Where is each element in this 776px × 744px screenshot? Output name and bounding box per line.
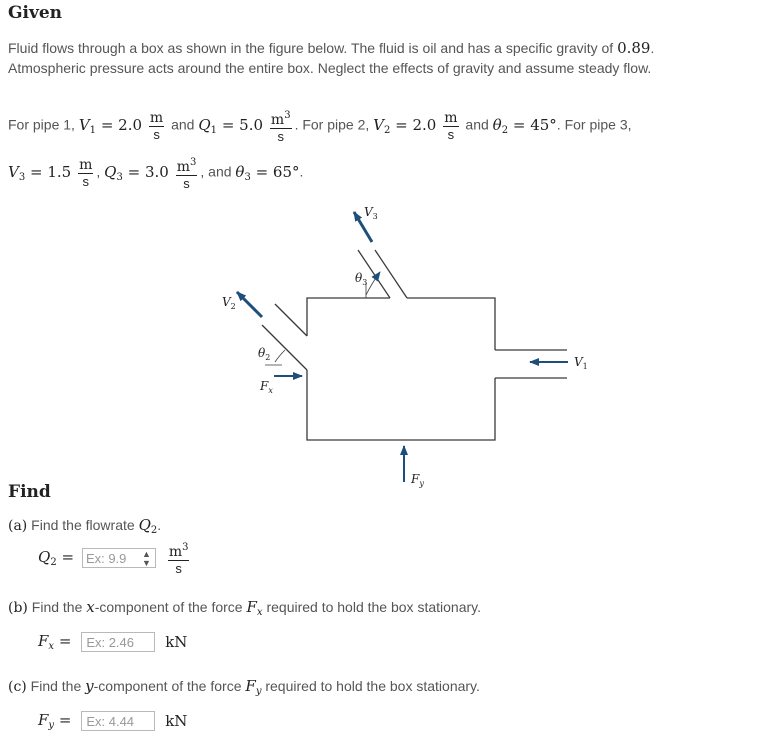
unit-top: m — [168, 544, 183, 560]
question-b-label: (b) — [8, 600, 28, 616]
spinner-arrows-icon[interactable]: ▲ ▼ — [142, 549, 151, 568]
question-c-text: required to hold the box stationary. — [265, 678, 480, 694]
pipe3-wall-right — [375, 250, 407, 298]
v2-label: $V_2$ — [222, 295, 236, 311]
and-text: and — [465, 116, 489, 133]
q2-symbol: Q — [138, 516, 151, 534]
question-c-text: Find the — [30, 678, 82, 694]
box-outline — [307, 298, 495, 440]
q3-value: = 3.0 — [127, 162, 169, 181]
fx-subscript: x — [256, 607, 263, 618]
fx-label: $F_x$ — [260, 379, 273, 395]
v1-symbol: V — [78, 115, 90, 134]
answer-a-row — [38, 540, 192, 576]
fy-label: $F_y$ — [411, 472, 424, 488]
unit-exponent: 3 — [190, 157, 197, 168]
answer-c-lhs: F — [38, 711, 49, 729]
v3-label: $V_3$ — [364, 205, 378, 221]
answer-b-lhs-subscript: x — [48, 641, 55, 652]
q1-value: = 5.0 — [221, 115, 264, 134]
q2-unit — [168, 540, 190, 576]
v2-subscript: 2 — [384, 124, 391, 136]
unit-bottom: s — [443, 126, 458, 142]
theta2-symbol: θ — [492, 115, 502, 134]
problem-statement: Fluid flows through a box as shown in the figure below. The fluid is oil and has a specific gravity of 0.89. Atmospheric pressure acts around the entire box. Neglect the effects of gravity and assume steady flow. — [8, 38, 773, 78]
theta3-subscript: 3 — [244, 171, 251, 183]
unit-bottom: s — [168, 560, 190, 576]
unit-top: m — [176, 159, 190, 175]
v1-label: $V_1$ — [574, 355, 588, 371]
unit-exponent: 3 — [284, 110, 291, 121]
q3-subscript: 3 — [116, 171, 123, 183]
unit-exponent: 3 — [182, 542, 189, 553]
fx-symbol: F — [246, 598, 257, 616]
v2-value: = 2.0 — [395, 115, 437, 134]
question-c-label: (c) — [8, 679, 27, 695]
statement-line1: Fluid flows through a box as shown in the figure below. The fluid is oil and has a specific gravity of — [8, 40, 614, 56]
question-b-text: -component of the force — [94, 599, 243, 615]
fy-unit: kN — [165, 712, 188, 730]
answer-c-row — [38, 711, 187, 731]
pipe2-prefix: . For pipe 2, — [294, 116, 370, 133]
question-a — [8, 516, 161, 536]
pipe2-wall-top — [275, 304, 307, 336]
answer-a-lhs: Q — [38, 548, 51, 566]
unit-top: m — [79, 156, 93, 173]
given-heading: Given — [8, 3, 63, 23]
equals: = — [61, 548, 75, 566]
theta2-value: = 45° — [512, 115, 557, 134]
v1-value: = 2.0 — [100, 115, 143, 134]
fx-input[interactable]: Ex: 2.46 — [81, 632, 155, 652]
question-c — [8, 677, 480, 697]
answer-c-lhs-subscript: y — [48, 720, 55, 731]
unit-bottom: s — [176, 175, 198, 191]
pipe2-wall-bottom — [262, 325, 307, 370]
v3-subscript: 3 — [18, 171, 26, 183]
question-c-text: -component of the force — [93, 678, 242, 694]
comma: , — [96, 163, 101, 180]
and-text: , and — [200, 163, 232, 180]
unit-top: m — [444, 109, 458, 126]
x-symbol: x — [86, 598, 95, 616]
equals: = — [58, 632, 72, 650]
fy-subscript: y — [255, 686, 262, 697]
question-b-text: required to hold the box stationary. — [266, 599, 481, 615]
theta2-arc — [275, 350, 285, 362]
period: . — [299, 163, 304, 180]
find-heading: Find — [8, 482, 51, 502]
unit-bottom: s — [78, 173, 93, 189]
and-text: and — [171, 116, 195, 133]
theta3-label: $\theta_3$ — [355, 271, 368, 287]
q2-number-input[interactable] — [82, 548, 156, 568]
q3-symbol: Q — [104, 162, 117, 181]
equals: = — [58, 711, 72, 729]
unit-top: m — [149, 109, 164, 126]
answer-b-row — [38, 632, 187, 652]
q1-subscript: 1 — [210, 124, 218, 136]
pipe1-prefix: For pipe 1, — [8, 116, 75, 133]
theta3-value: = 65° — [255, 162, 300, 181]
question-a-text: Find the flowrate — [31, 517, 135, 533]
unit-top: m — [270, 112, 285, 128]
answer-a-lhs-subscript: 2 — [50, 557, 57, 568]
v3-value: = 1.5 — [30, 162, 72, 181]
q2-placeholder: Ex: 9.9 — [85, 551, 127, 566]
q1-symbol: Q — [198, 115, 211, 134]
v2-arrow — [237, 292, 262, 317]
specific-gravity-value: 0.89 — [617, 39, 651, 57]
unit-bottom: s — [149, 126, 164, 142]
fy-symbol: F — [245, 677, 256, 695]
v1-subscript: 1 — [89, 124, 97, 136]
question-b-text: Find the — [31, 599, 83, 615]
fx-unit: kN — [165, 633, 188, 651]
q2-subscript: 2 — [150, 525, 158, 536]
v3-symbol: V — [8, 162, 19, 181]
unit-bottom: s — [270, 128, 292, 144]
pipe3-prefix: . For pipe 3, — [556, 116, 632, 133]
fy-input[interactable]: Ex: 4.44 — [81, 711, 155, 731]
question-a-label: (a) — [8, 518, 28, 534]
theta3-symbol: θ — [235, 162, 245, 181]
pipe3-wall-left — [358, 250, 390, 298]
theta3-arc — [366, 272, 380, 295]
v2-symbol: V — [373, 115, 384, 134]
theta2-subscript: 2 — [501, 124, 509, 136]
statement-line2: Atmospheric pressure acts around the entire box. Neglect the effects of gravity and assume steady flow. — [8, 60, 652, 76]
theta2-label: $\theta_2$ — [258, 346, 271, 362]
question-b — [8, 598, 481, 618]
period: . — [157, 517, 162, 533]
y-symbol: y — [85, 677, 94, 695]
answer-b-lhs: F — [38, 632, 49, 650]
